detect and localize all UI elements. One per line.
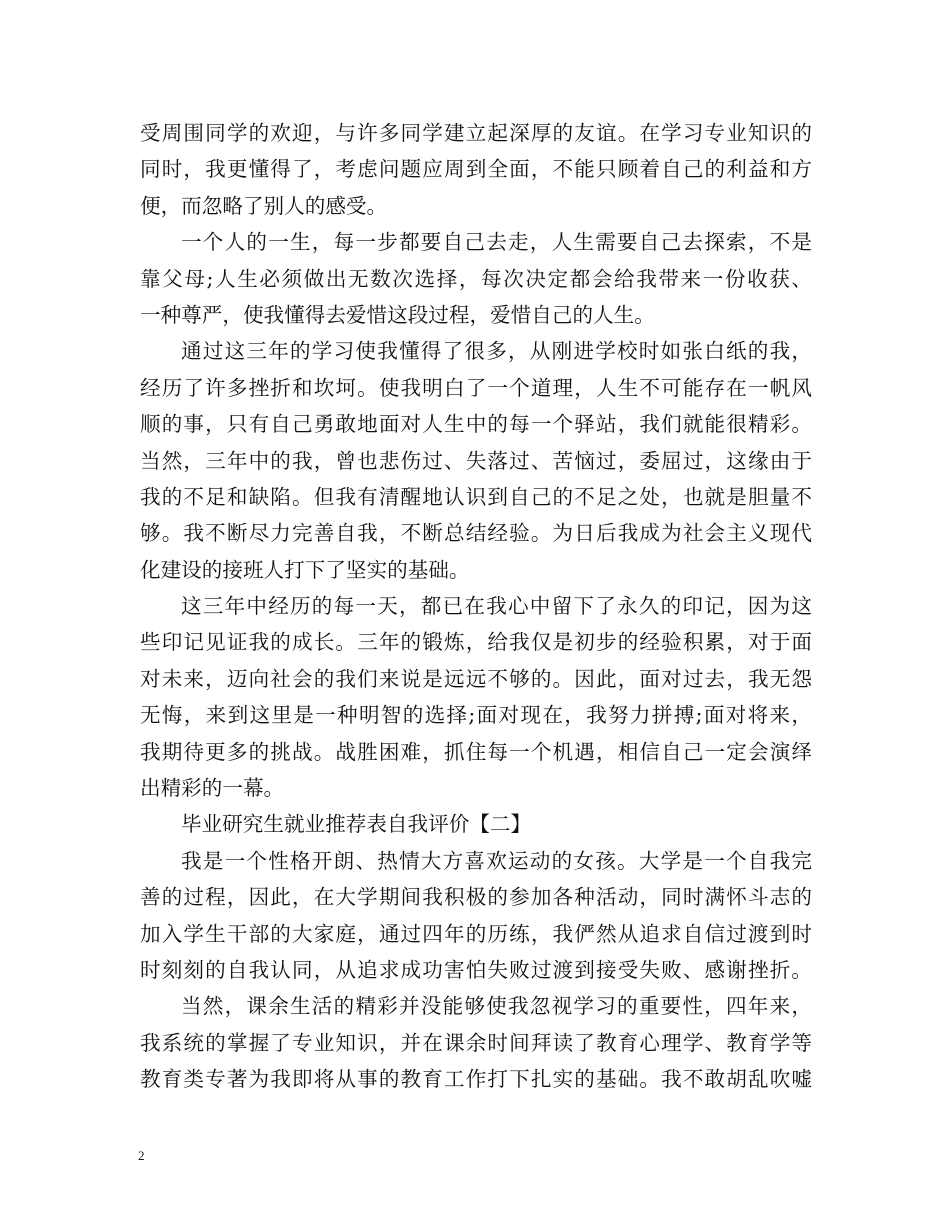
text-line: 出精彩的一幕。 <box>140 776 285 801</box>
text-line: 我是一个性格开朗、热情大方喜欢运动的女孩。大学是一个自我完 <box>181 848 812 873</box>
text-line: 我的不足和缺陷。但我有清醒地认识到自己的不足之处，也就是胆量不 <box>140 484 812 509</box>
text-line: 些印记见证我的成长。三年的锻炼，给我仅是初步的经验积累，对于面 <box>140 630 812 655</box>
text-line: 当然，课余生活的精彩并没能够使我忽视学习的重要性，四年来， <box>181 994 812 1019</box>
text-line: 我系统的掌握了专业知识，并在课余时间拜读了教育心理学、教育学等 <box>140 1030 812 1055</box>
body-text <box>140 115 812 1098</box>
text-line: 无悔，来到这里是一种明智的选择;面对现在，我努力拼搏;面对将来， <box>140 703 812 728</box>
text-line: 我期待更多的挑战。战胜困难，抓住每一个机遇，相信自己一定会演绎 <box>140 739 812 764</box>
text-line: 便，而忽略了别人的感受。 <box>140 193 388 218</box>
text-line: 对未来，迈向社会的我们来说是远远不够的。因此，面对过去，我无怨 <box>140 666 812 691</box>
text-line: 受周围同学的欢迎，与许多同学建立起深厚的友谊。在学习专业知识的 <box>140 121 812 145</box>
page-number: 2 <box>138 1148 145 1163</box>
text-line: 顺的事，只有自己勇敢地面对人生中的每一个驿站，我们就能很精彩。 <box>140 412 812 437</box>
text-line: 通过这三年的学习使我懂得了很多，从刚进学校时如张白纸的我， <box>181 339 812 364</box>
text-line: 一种尊严，使我懂得去爱惜这段过程，爱惜自己的人生。 <box>140 302 655 327</box>
text-line: 当然，三年中的我，曾也悲伤过、失落过、苦恼过，委屈过，这缘由于 <box>140 448 812 473</box>
text-line: 时刻刻的自我认同，从追求成功害怕失败过渡到接受失败、感谢挫折。 <box>140 957 812 982</box>
text-line: 同时，我更懂得了，考虑问题应周到全面，不能只顾着自己的利益和方 <box>140 157 812 182</box>
text-line: 毕业研究生就业推荐表自我评价【二】 <box>181 812 532 837</box>
text-line: 善的过程，因此，在大学期间我积极的参加各种活动，同时满怀斗志的 <box>140 885 812 910</box>
text-line: 这三年中经历的每一天，都已在我心中留下了永久的印记，因为这 <box>181 594 812 619</box>
text-line: 靠父母;人生必须做出无数次选择，每次决定都会给我带来一份收获、 <box>140 266 812 291</box>
text-line: 加入学生干部的大家庭，通过四年的历练，我俨然从追求自信过渡到时 <box>140 921 812 946</box>
text-line: 教育类专著为我即将从事的教育工作打下扎实的基础。我不敢胡乱吹嘘 <box>140 1067 812 1092</box>
text-line: 化建设的接班人打下了坚实的基础。 <box>140 557 470 582</box>
text-line: 一个人的一生，每一步都要自己去走，人生需要自己去探索，不是 <box>181 230 812 255</box>
text-line: 够。我不断尽力完善自我，不断总结经验。为日后我成为社会主义现代 <box>140 521 812 546</box>
text-line: 经历了许多挫折和坎坷。使我明白了一个道理，人生不可能存在一帆风 <box>140 375 812 400</box>
